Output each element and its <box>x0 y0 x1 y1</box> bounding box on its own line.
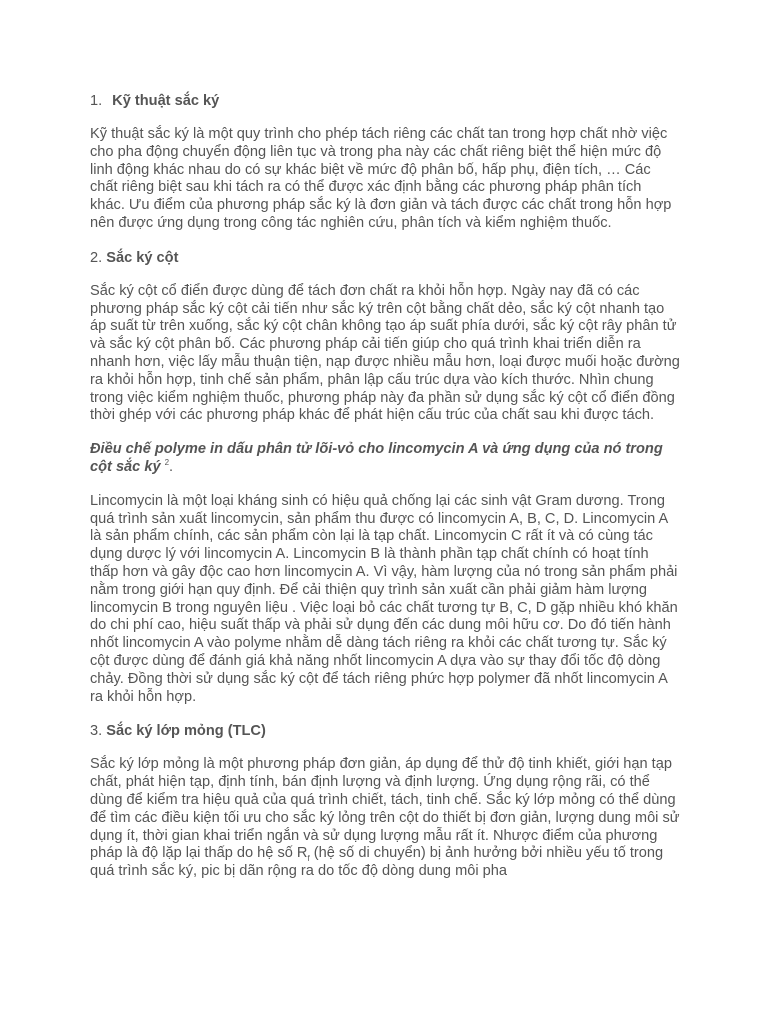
section-number: 1. <box>90 93 103 109</box>
section-1-paragraph: Kỹ thuật sắc ký là một quy trình cho phép tách riêng các chất tan trong hợp chất nhờ việc cho pha động chuyển động liên tục và trong pha này các chất riêng biệt thể hiện mức độ linh động khác nhau do có sự khác biệt về mức độ phân bố, hấp phụ, điện tích, … Các chất riêng biệt sau khi tách ra có thể được xác định bằng các phương pháp phân tích khác. Ưu điểm của phương pháp sắc ký là đơn giản và tách được các chất trong hỗn hợp nên được ứng dụng trong công tác nghiên cứu, phân tích và kiểm nghiệm thuốc. <box>90 126 672 231</box>
subsection-trailing-period: . <box>169 458 174 475</box>
section-3-paragraph <box>90 756 680 881</box>
subsection-paragraph: Lincomycin là một loại kháng sinh có hiệu quả chống lại các sinh vật Gram dương. Trong quá trình sản xuất lincomycin, sản phẩm thu được có lincomycin A, B, C, D. Lincomycin A là sản phẩm chính, các sản phẩm còn lại là tạp chất. Lincomycin C rất ít và có cùng tác dụng dược lý với lincomycin A. Lincomycin B là thành phần tạp chất chính có hoạt tính thấp hơn và gây độc cao hơn lincomycin A. Vì vậy, hàm lượng của nó trong sản phẩm phải nằm trong giới hạn quy định. Để cải thiện quy trình sản xuất cần phải giảm hàm lượng lincomycin B trong nguyên liệu . Việc loại bỏ các chất tương tự B, C, D gặp nhiều khó khăn do chi phí cao, hiệu suất thấp và phải sử dụng đến các dung môi hữu cơ. Do đó tiến hành nhốt lincomycin A vào polyme nhằm dễ dàng tách riêng ra khỏi các chất tương tự. Sắc ký cột được dùng để đánh giá khả năng nhốt lincomycin A dựa vào sự thay đổi tốc độ dòng chảy. Đồng thời sử dụng sắc ký cột để tách riêng phức hợp polymer đã nhốt lincomycin A ra khỏi hỗn hợp. <box>90 492 678 705</box>
section-heading-2 <box>90 249 680 267</box>
citation-superscript: 2 <box>164 458 170 468</box>
section-title: Sắc ký cột <box>106 249 179 266</box>
section-3-text-part-1: Sắc ký lớp mỏng là một phương pháp đơn giản, áp dụng để thử độ tinh khiết, giới hạn tạp chất, phát hiện tạp, định tính, bán định lượng và định lượng. Ứng dụng rộng rãi, có thể dùng để kiểm tra hiệu quả của quá trình chiết, tách, tinh chế. Sắc ký lớp mỏng có thể dùng để tìm các điều kiện tối ưu cho sắc ký lỏng trên cột do thiết bị đơn giản, lượng dung môi sử dụng ít, thời gian khai triển ngắn và sử dụng lượng mẫu rất ít. Nhược điểm của phương pháp là độ lặp lại thấp do hệ số R <box>90 756 680 862</box>
section-2-paragraph: Sắc ký cột cổ điển được dùng để tách đơn chất ra khỏi hỗn hợp. Ngày nay đã có các phương pháp sắc ký cột cải tiến như sắc ký trên cột bằng chất dẻo, sắc ký cột nhanh tạo áp suất từ trên xuống, sắc ký cột chân không tạo áp suất phía dưới, sắc ký cột rây phân tử và sắc ký cột phân bố. Các phương pháp cải tiến giúp cho quá trình khai triển diễn ra nhanh hơn, việc lấy mẫu thuận tiện, nạp được nhiều mẫu hơn, loại được muối hoặc đường ra khỏi hỗn hợp, tinh chế sản phẩm, phân lập cấu trúc dựa vào kích thước. Nhìn chung trong việc kiểm nghiệm thuốc, phương pháp này đa phần sử dụng sắc ký cột cổ điển đồng thời ghép với các phương pháp khác để phát hiện cấu trúc của chất sau khi được tách. <box>90 282 680 424</box>
section-heading-1 <box>90 92 680 110</box>
section-heading-3 <box>90 722 680 740</box>
section-title: Sắc ký lớp mỏng (TLC) <box>106 723 266 740</box>
section-number: 3. <box>90 723 103 740</box>
section-number: 2. <box>90 249 103 266</box>
section-title: Kỹ thuật sắc ký <box>112 93 220 109</box>
document-body <box>90 92 680 881</box>
rf-subscript: f <box>307 854 310 864</box>
subsection-heading <box>90 441 680 477</box>
subsection-title: Điều chế polyme in dấu phân tử lõi-vỏ cho lincomycin A và ứng dụng của nó trong cột sắc ký <box>90 441 663 475</box>
section-3-text-part-2: (hệ số di chuyển) bị ảnh hưởng bởi nhiều yếu tố trong quá trình sắc ký, pic bị dãn rộng ra do tốc độ dòng dung môi pha <box>90 845 664 880</box>
